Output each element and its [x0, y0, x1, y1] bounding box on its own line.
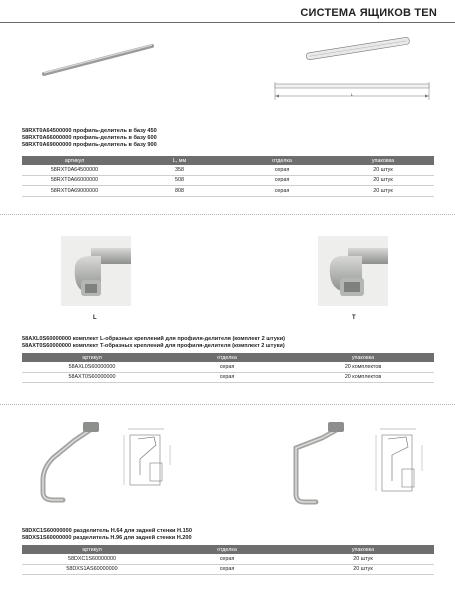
table-cell: 58AXL0S60000000 — [22, 362, 162, 372]
desc-line: 58DXS1S60000000 разделитель H.96 для задней стенки H.200 — [22, 535, 192, 541]
section3-description — [22, 528, 192, 542]
column-header: артикул — [22, 156, 127, 165]
column-header: L, мм — [127, 156, 232, 165]
table-cell: 20 штук — [332, 175, 434, 186]
table-cell: 58RXT0A69000000 — [22, 186, 127, 197]
table-row — [22, 554, 434, 564]
section2-table — [22, 353, 434, 383]
table-cell: 508 — [127, 175, 232, 186]
table-row — [22, 175, 434, 186]
table-cell: серая — [232, 186, 332, 197]
table-row — [22, 362, 434, 372]
table-cell: 20 штук — [332, 165, 434, 175]
table-header-row — [22, 545, 434, 554]
column-header: упаковка — [332, 156, 434, 165]
table-cell: 20 штук — [332, 186, 434, 197]
column-header: артикул — [22, 545, 162, 554]
table-cell: 20 комплектов — [292, 362, 434, 372]
section1-table — [22, 156, 434, 197]
column-header: отделка — [162, 545, 292, 554]
table-cell: 20 комплектов — [292, 372, 434, 383]
table-cell: 58RXT0A64500000 — [22, 165, 127, 175]
table-header-row — [22, 353, 434, 362]
table-cell: серая — [162, 372, 292, 383]
section3-table — [22, 545, 434, 575]
table-cell: 58RXT0A66000000 — [22, 175, 127, 186]
divider-profile-image — [40, 40, 160, 80]
page-title: СИСТЕМА ЯЩИКОВ TEN — [300, 7, 437, 19]
back-panel-divider-high-image — [282, 420, 352, 510]
section-divider — [0, 404, 455, 405]
table-cell: серая — [162, 554, 292, 564]
table-cell: серая — [232, 165, 332, 175]
section2-description — [22, 336, 285, 350]
desc-line: 58RXT0A64500000 профиль-делитель в базу 450 — [22, 128, 157, 134]
table-row — [22, 186, 434, 197]
column-header: упаковка — [292, 545, 434, 554]
table-cell: 58AXT0S60000000 — [22, 372, 162, 383]
section-divider — [0, 214, 455, 215]
table-cell: 20 штук — [292, 564, 434, 575]
column-header: артикул — [22, 353, 162, 362]
table-header-row — [22, 156, 434, 165]
table-cell: 58DXS1AS60000000 — [22, 564, 162, 575]
desc-line: 58RXT0A69000000 профиль-делитель в базу 900 — [22, 142, 157, 148]
divider-profile-drawing — [262, 30, 442, 110]
back-panel-divider-high-drawing — [370, 425, 434, 497]
section1-description — [22, 128, 157, 149]
table-cell: серая — [162, 564, 292, 575]
table-cell: 808 — [127, 186, 232, 197]
desc-line: 58AXL0S60000000 комплект L-образных креплений для профиля-делителя (комплект 2 штуки) — [22, 336, 285, 342]
l-bracket-image — [61, 236, 131, 306]
l-bracket-label: L — [93, 315, 97, 321]
header-rule — [0, 22, 455, 23]
column-header: отделка — [232, 156, 332, 165]
table-row — [22, 165, 434, 175]
column-header: отделка — [162, 353, 292, 362]
back-panel-divider-low-image — [35, 418, 105, 508]
table-row — [22, 564, 434, 575]
column-header: упаковка — [292, 353, 434, 362]
desc-line: 58AXT0S60000000 комплект T-образных креплений для профиля-делителя (комплект 2 штуки) — [22, 343, 285, 349]
table-cell: 358 — [127, 165, 232, 175]
desc-line: 58RXT0A66000000 профиль-делитель в базу 600 — [22, 135, 157, 141]
table-cell: серая — [232, 175, 332, 186]
t-bracket-image — [318, 236, 388, 306]
table-cell: 20 штук — [292, 554, 434, 564]
dimension-label-l: L — [351, 92, 354, 97]
table-cell: серая — [162, 362, 292, 372]
table-row — [22, 372, 434, 383]
t-bracket-label: T — [352, 315, 356, 321]
back-panel-divider-low-drawing — [120, 425, 184, 491]
table-cell: 58DXC1S60000000 — [22, 554, 162, 564]
desc-line: 58DXC1S60000000 разделитель H.64 для задней стенки H.150 — [22, 528, 192, 534]
